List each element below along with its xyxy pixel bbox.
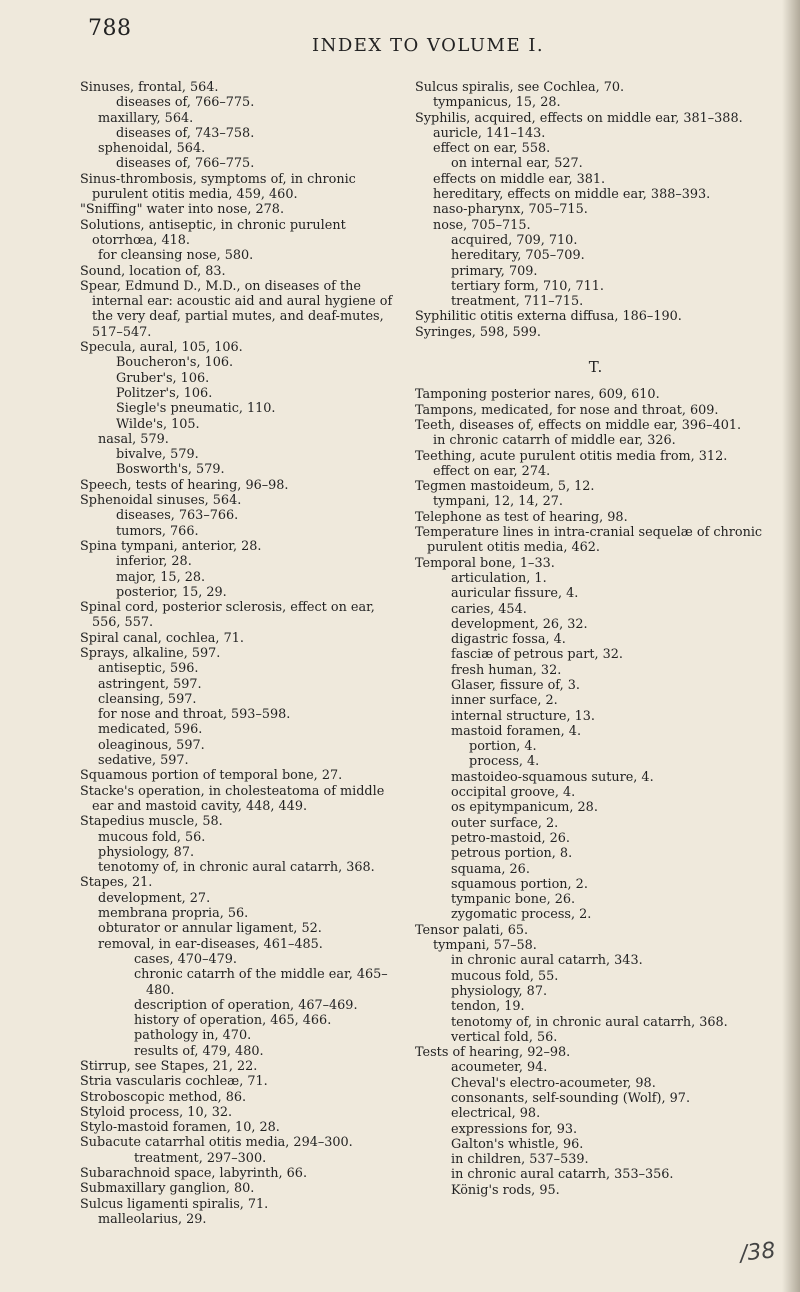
index-entry: major, 15, 28. — [116, 569, 206, 585]
index-entry: diseases, 763–766. — [116, 508, 239, 524]
index-entry: Boucheron's, 106. — [116, 355, 234, 371]
index-entry: Politzer's, 106. — [116, 385, 213, 401]
index-entry: for nose and throat, 593–598. — [98, 707, 291, 723]
index-entry: Submaxillary ganglion, 80. — [80, 1181, 255, 1197]
index-entry: mastoideo-squamous suture, 4. — [451, 769, 654, 785]
index-entry: Sulcus spiralis, see Cochlea, 70. — [415, 80, 625, 95]
index-entry: Tegmen mastoideum, 5, 12. — [415, 479, 595, 495]
index-entry: diseases of, 766–775. — [116, 156, 255, 172]
index-entry: Sinus-thrombosis, symptoms of, in chronic purulent otitis media, 459, 460. — [80, 171, 356, 203]
index-entry: Squamous portion of temporal bone, 27. — [80, 768, 343, 784]
index-entry: fasciæ of petrous part, 32. — [451, 647, 623, 663]
index-entry: Subacute catarrhal otitis media, 294–300. — [80, 1135, 353, 1151]
index-entry: in children, 537–539. — [451, 1152, 589, 1168]
index-entry: consonants, self-sounding (Wolf), 97. — [451, 1091, 691, 1106]
index-entry: cases, 470–479. — [134, 951, 237, 967]
index-entry: primary, 709. — [451, 263, 538, 279]
index-entry: effect on ear, 274. — [433, 463, 551, 479]
index-entry: effect on ear, 558. — [433, 141, 551, 157]
handwritten-note: /38 — [738, 1238, 777, 1267]
index-entry: Sinuses, frontal, 564. — [80, 80, 219, 95]
right-column — [415, 80, 777, 1198]
index-entry: Siegle's pneumatic, 110. — [116, 401, 276, 417]
index-entry: diseases of, 743–758. — [116, 125, 255, 141]
index-entry: electrical, 98. — [451, 1106, 541, 1122]
index-entry: in chronic aural catarrh, 343. — [451, 953, 643, 969]
index-entry: mucous fold, 55. — [451, 968, 559, 984]
index-entry: Spiral canal, cochlea, 71. — [80, 630, 244, 646]
index-entry: portion, 4. — [469, 739, 537, 755]
index-entry: Speech, tests of hearing, 96–98. — [80, 477, 289, 493]
index-entry: Syringes, 598, 599. — [415, 324, 541, 340]
index-entry: Tensor palati, 65. — [415, 922, 529, 938]
index-entry: hereditary, effects on middle ear, 388–393. — [433, 187, 711, 203]
index-entry: on internal ear, 527. — [451, 156, 583, 172]
index-entry: occipital groove, 4. — [451, 785, 576, 801]
index-entry: Specula, aural, 105, 106. — [80, 340, 243, 356]
index-entry: petro-mastoid, 26. — [451, 830, 571, 846]
index-entry: Telephone as test of hearing, 98. — [415, 509, 628, 525]
index-entry: mastoid foramen, 4. — [451, 723, 582, 739]
index-entry: malleolarius, 29. — [98, 1211, 207, 1227]
index-entry: Sound, location of, 83. — [80, 263, 226, 279]
index-entry: tendon, 19. — [451, 999, 525, 1015]
index-entry: description of operation, 467–469. — [134, 997, 358, 1013]
index-entry: medicated, 596. — [98, 722, 203, 738]
index-entry: Cheval's electro-acoumeter, 98. — [451, 1075, 656, 1091]
index-entry: articulation, 1. — [451, 570, 547, 586]
index-entry: Styloid process, 10, 32. — [80, 1104, 233, 1120]
index-entry: Galton's whistle, 96. — [451, 1136, 584, 1152]
index-entry: Syphilitic otitis externa diffusa, 186–190. — [415, 309, 682, 325]
index-entry: acoumeter, 94. — [451, 1060, 548, 1076]
index-entry: fresh human, 32. — [451, 662, 562, 678]
index-entry: physiology, 87. — [451, 983, 548, 999]
index-entry: Tampons, medicated, for nose and throat, 609. — [415, 402, 719, 418]
index-entry: Stapedius muscle, 58. — [80, 814, 223, 830]
index-entry: effects on middle ear, 381. — [433, 171, 606, 187]
index-entry: cleansing, 597. — [98, 691, 197, 707]
index-entry: Syphilis, acquired, effects on middle ear, 381–388. — [415, 110, 743, 126]
index-entry: caries, 454. — [451, 601, 527, 617]
index-entry: tertiary form, 710, 711. — [451, 278, 604, 294]
index-entry: chronic catarrh of the middle ear, 465–480. — [134, 967, 388, 998]
index-entry: for cleansing nose, 580. — [98, 248, 254, 264]
index-entry: hereditary, 705–709. — [451, 248, 585, 264]
index-entry: "Sniffing" water into nose, 278. — [80, 202, 285, 218]
index-entry: antiseptic, 596. — [98, 661, 199, 677]
index-entry: vertical fold, 56. — [451, 1029, 558, 1045]
index-entry: naso-pharynx, 705–715. — [433, 202, 588, 218]
index-entry: auricular fissure, 4. — [451, 586, 579, 602]
index-entry: results of, 479, 480. — [134, 1043, 264, 1059]
index-entry: treatment, 297–300. — [134, 1150, 267, 1166]
index-entry: development, 26, 32. — [451, 616, 588, 632]
index-entry: Temporal bone, 1–33. — [415, 555, 555, 571]
index-entry: sphenoidal, 564. — [98, 141, 206, 157]
index-entry: pathology in, 470. — [134, 1028, 252, 1044]
index-entry: diseases of, 766–775. — [116, 95, 255, 111]
left-column — [80, 80, 405, 1227]
index-entry: squama, 26. — [451, 861, 530, 877]
index-entry: os epitympanicum, 28. — [451, 800, 598, 816]
index-entry: process, 4. — [469, 754, 540, 770]
index-entry: treatment, 711–715. — [451, 294, 584, 310]
page-number: 788 — [88, 16, 132, 41]
index-entry: tympanic bone, 26. — [451, 892, 576, 908]
index-entry: history of operation, 465, 466. — [134, 1013, 332, 1029]
index-entry: Sprays, alkaline, 597. — [80, 645, 221, 661]
index-entry: Spina tympani, anterior, 28. — [80, 538, 262, 554]
index-entry: Bosworth's, 579. — [116, 462, 225, 478]
index-entry: Stria vascularis cochleæ, 71. — [80, 1074, 268, 1090]
index-entry: Sphenoidal sinuses, 564. — [80, 493, 242, 509]
index-entry: Wilde's, 105. — [116, 416, 200, 432]
index-entry: Sulcus ligamenti spiralis, 71. — [80, 1196, 269, 1212]
index-entry: mucous fold, 56. — [98, 829, 206, 845]
index-entry: removal, in ear-diseases, 461–485. — [98, 936, 323, 952]
right-column-t-entries — [415, 387, 777, 1198]
index-entry: petrous portion, 8. — [451, 846, 573, 862]
index-entry: Glaser, fissure of, 3. — [451, 677, 580, 693]
index-entry: Teeth, diseases of, effects on middle ear, 396–401. — [415, 417, 742, 433]
index-entry: inner surface, 2. — [451, 693, 558, 709]
index-entry: outer surface, 2. — [451, 815, 559, 831]
index-entry: Stapes, 21. — [80, 875, 153, 891]
index-entry: auricle, 141–143. — [433, 125, 546, 141]
index-entry: Solutions, antiseptic, in chronic purulent otorrhœa, 418. — [80, 217, 346, 248]
index-entry: oleaginous, 597. — [98, 737, 205, 753]
index-entry: digastric fossa, 4. — [451, 632, 566, 648]
section-letter: T. — [588, 358, 604, 377]
index-entry: Teething, acute purulent otitis media from, 312. — [415, 448, 728, 464]
page-edge-shadow — [782, 0, 800, 1292]
index-entry: Temperature lines in intra-cranial sequelæ of chronic purulent otitis media, 462. — [415, 525, 763, 556]
index-entry: posterior, 15, 29. — [116, 584, 227, 600]
index-entry: tympani, 12, 14, 27. — [433, 494, 563, 510]
index-entry: nasal, 579. — [98, 431, 169, 447]
index-entry: maxillary, 564. — [98, 110, 194, 126]
index-entry: Spinal cord, posterior sclerosis, effect on ear, 556, 557. — [80, 600, 375, 631]
index-entry: König's rods, 95. — [451, 1182, 560, 1198]
index-entry: physiology, 87. — [98, 844, 195, 860]
index-entry: inferior, 28. — [116, 554, 192, 570]
index-entry: acquired, 709, 710. — [451, 232, 578, 248]
index-entry: tenotomy of, in chronic aural catarrh, 368. — [451, 1014, 728, 1030]
index-entry: Tamponing posterior nares, 609, 610. — [415, 387, 660, 403]
index-entry: nose, 705–715. — [433, 217, 531, 233]
index-entry: tumors, 766. — [116, 523, 199, 539]
index-entry: tenotomy of, in chronic aural catarrh, 368. — [98, 860, 375, 876]
index-entry: membrana propria, 56. — [98, 906, 249, 922]
index-entry: Spear, Edmund D., M.D., on diseases of the internal ear: acoustic aid and aural hygiene of the very deaf, partial mutes, and deaf-mutes, 517–547. — [80, 278, 393, 340]
index-entry: tympanicus, 15, 28. — [433, 95, 561, 111]
index-entry: bivalve, 579. — [116, 447, 199, 463]
index-entry: sedative, 597. — [98, 753, 189, 769]
index-entry: Stylo-mastoid foramen, 10, 28. — [80, 1120, 280, 1136]
index-entry: Gruber's, 106. — [116, 370, 210, 386]
index-entry: internal structure, 13. — [451, 708, 595, 724]
index-entry: astringent, 597. — [98, 676, 202, 692]
index-entry: Subarachnoid space, labyrinth, 66. — [80, 1166, 308, 1182]
index-entry: Stirrup, see Stapes, 21, 22. — [80, 1059, 258, 1074]
running-head: INDEX TO VOLUME I. — [312, 35, 545, 56]
index-entry: obturator or annular ligament, 52. — [98, 921, 322, 937]
index-entry: expressions for, 93. — [451, 1121, 578, 1137]
index-entry: squamous portion, 2. — [451, 876, 588, 892]
index-entry: tympani, 57–58. — [433, 938, 537, 954]
index-entry: Stroboscopic method, 86. — [80, 1089, 247, 1105]
index-entry: in chronic aural catarrh, 353–356. — [451, 1167, 674, 1183]
index-entry: development, 27. — [98, 890, 211, 906]
index-entry: zygomatic process, 2. — [451, 907, 592, 923]
right-column-s-entries — [415, 80, 777, 340]
index-entry: Stacke's operation, in cholesteatoma of middle ear and mastoid cavity, 448, 449. — [80, 783, 385, 814]
index-entry: in chronic catarrh of middle ear, 326. — [433, 433, 676, 449]
index-entry: Tests of hearing, 92–98. — [415, 1045, 571, 1061]
